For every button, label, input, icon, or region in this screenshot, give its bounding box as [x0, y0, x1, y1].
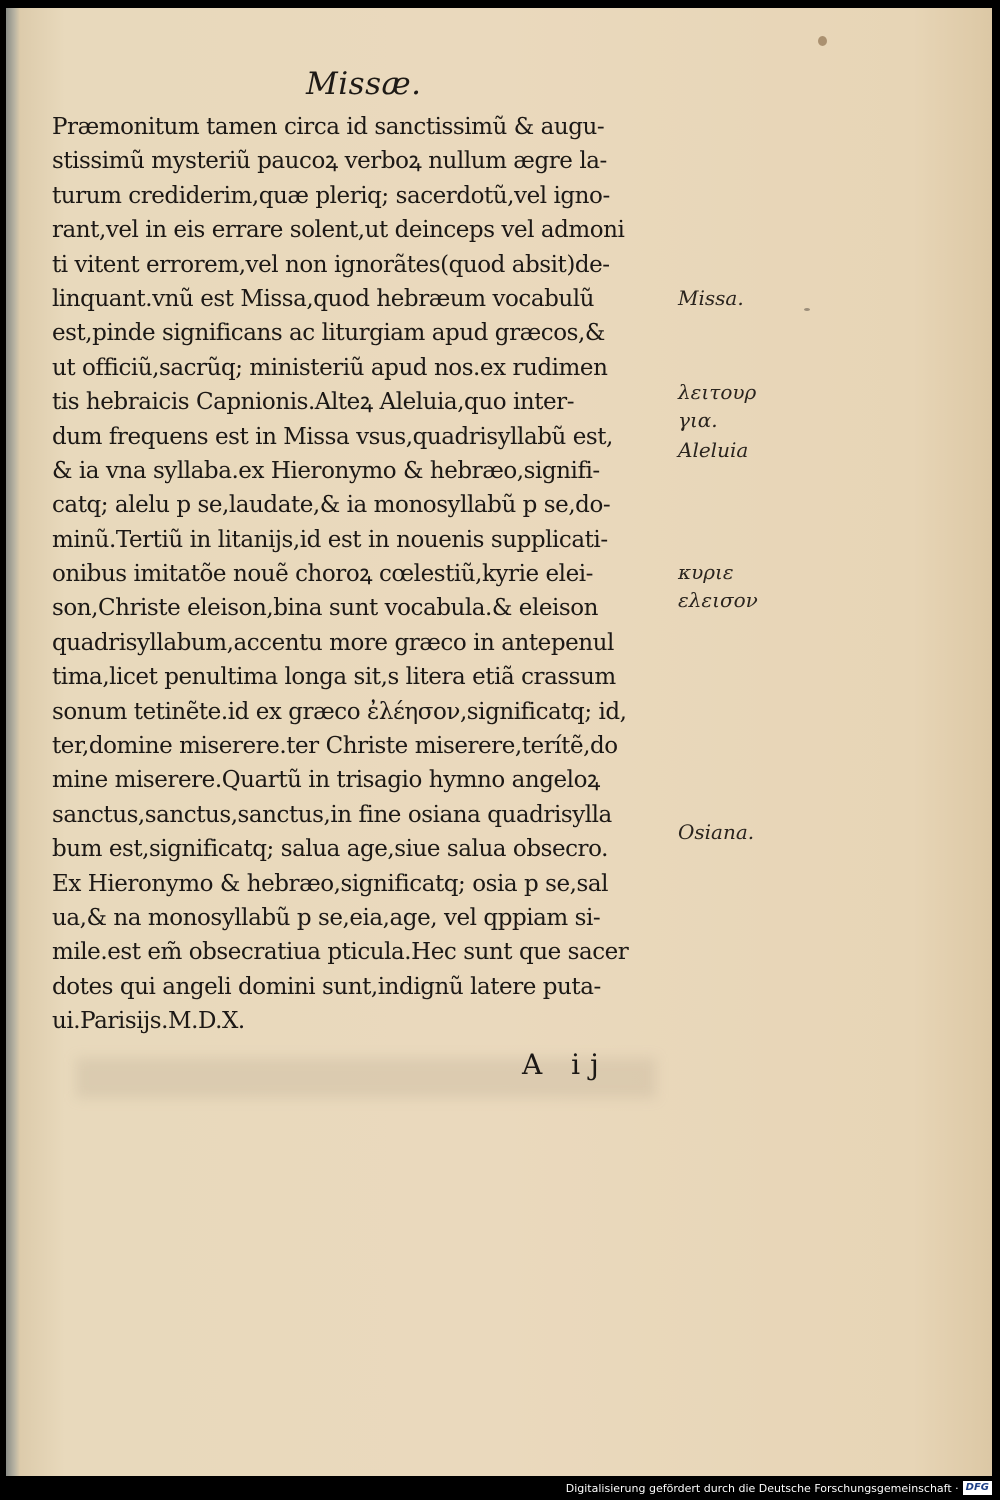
text-line: son,Christe eleison,bina sunt vocabula.& eleison [52, 595, 599, 622]
text-line: stissimũ mysteriũ paucoꝝ verboꝝ nullum ægre la- [52, 148, 607, 175]
text-line: rant,vel in eis errare solent,ut deinceps vel admoni [52, 217, 625, 244]
page-edge [6, 8, 20, 1476]
text-line: tima,licet penultima longa sit,s litera etiã crassum [52, 664, 616, 691]
marginal-note-liturgia-1: λειτουρ [678, 380, 757, 404]
marginal-note-kyrie-1: κυριε [678, 560, 734, 584]
text-line: sanctus,sanctus,sanctus,in fine osiana quadrisylla [52, 801, 612, 828]
signature-mark: A ij [522, 1048, 609, 1081]
text-line: bum est,significatq; salua age,siue salua obsecro. [52, 836, 608, 863]
text-line: onibus imitatõe nouẽ choroꝝ cœlestiũ,kyrie elei- [52, 561, 593, 588]
text-line: linquant.vnũ est Missa,quod hebræum vocabulũ [52, 285, 595, 312]
ink-spot [804, 308, 810, 311]
ink-spot [818, 36, 827, 46]
text-line: ua,& na monosyllabũ p se,eia,age, vel qppiam si- [52, 904, 601, 931]
main-text [52, 110, 676, 1039]
marginal-note-liturgia-2: για. [678, 408, 718, 432]
text-line: ter,domine miserere.ter Christe miserere,terítẽ,do [52, 733, 618, 760]
text-line: ut officiũ,sacrũq; ministeriũ apud nos.ex rudimen [52, 354, 608, 381]
text-line: turum crediderim,quæ pleriq; sacerdotũ,vel igno- [52, 182, 610, 209]
book-page [6, 8, 992, 1476]
marginal-note-kyrie-2: ελεισον [678, 588, 758, 612]
marginal-note-aleluia: Aleluia [678, 438, 749, 462]
text-line: ti vitent errorem,vel non ignorãtes(quod absit)de- [52, 251, 610, 278]
dfg-logo: DFG [963, 1481, 992, 1495]
text-line: minũ.Tertiũ in litanijs,id est in nouenis supplicati- [52, 526, 608, 553]
text-line: quadrisyllabum,accentu more græco in antepenul [52, 629, 614, 656]
text-line: mine miserere.Quartũ in trisagio hymno angeloꝝ [52, 767, 600, 794]
text-line: catq; alelu p se,laudate,& ia monosyllabũ p se,do- [52, 492, 611, 519]
marginal-note-osiana: Osiana. [678, 820, 755, 844]
text-line: dotes qui angeli domini sunt,indignũ latere puta- [52, 973, 601, 1000]
text-line: est,pinde significans ac liturgiam apud græcos,& [52, 320, 605, 347]
text-line: ui.Parisijs.M.D.X. [52, 1008, 245, 1035]
running-head: Missæ. [306, 66, 422, 102]
text-line: mile.est em̃ obsecratiua pticula.Hec sunt que sacer [52, 939, 629, 966]
text-line: dum frequens est in Missa vsus,quadrisyllabũ est, [52, 423, 613, 450]
text-line: & ia vna syllaba.ex Hieronymo & hebræo,signifi- [52, 457, 600, 484]
marginal-note-missa: Missa. [678, 286, 744, 310]
funding-credit [566, 1478, 992, 1498]
text-line: tis hebraicis Capnionis.Alteꝝ Aleluia,quo inter- [52, 389, 575, 416]
text-line: sonum tetinẽte.id ex græco ἐλέησον,significatq; id, [52, 698, 627, 725]
funding-credit-text: Digitalisierung gefördert durch die Deutsche Forschungsgemeinschaft · [565, 1481, 959, 1495]
text-line: Ex Hieronymo & hebræo,significatq; osia p se,sal [52, 870, 609, 897]
text-line: Præmonitum tamen circa id sanctissimũ & augu- [52, 114, 605, 140]
